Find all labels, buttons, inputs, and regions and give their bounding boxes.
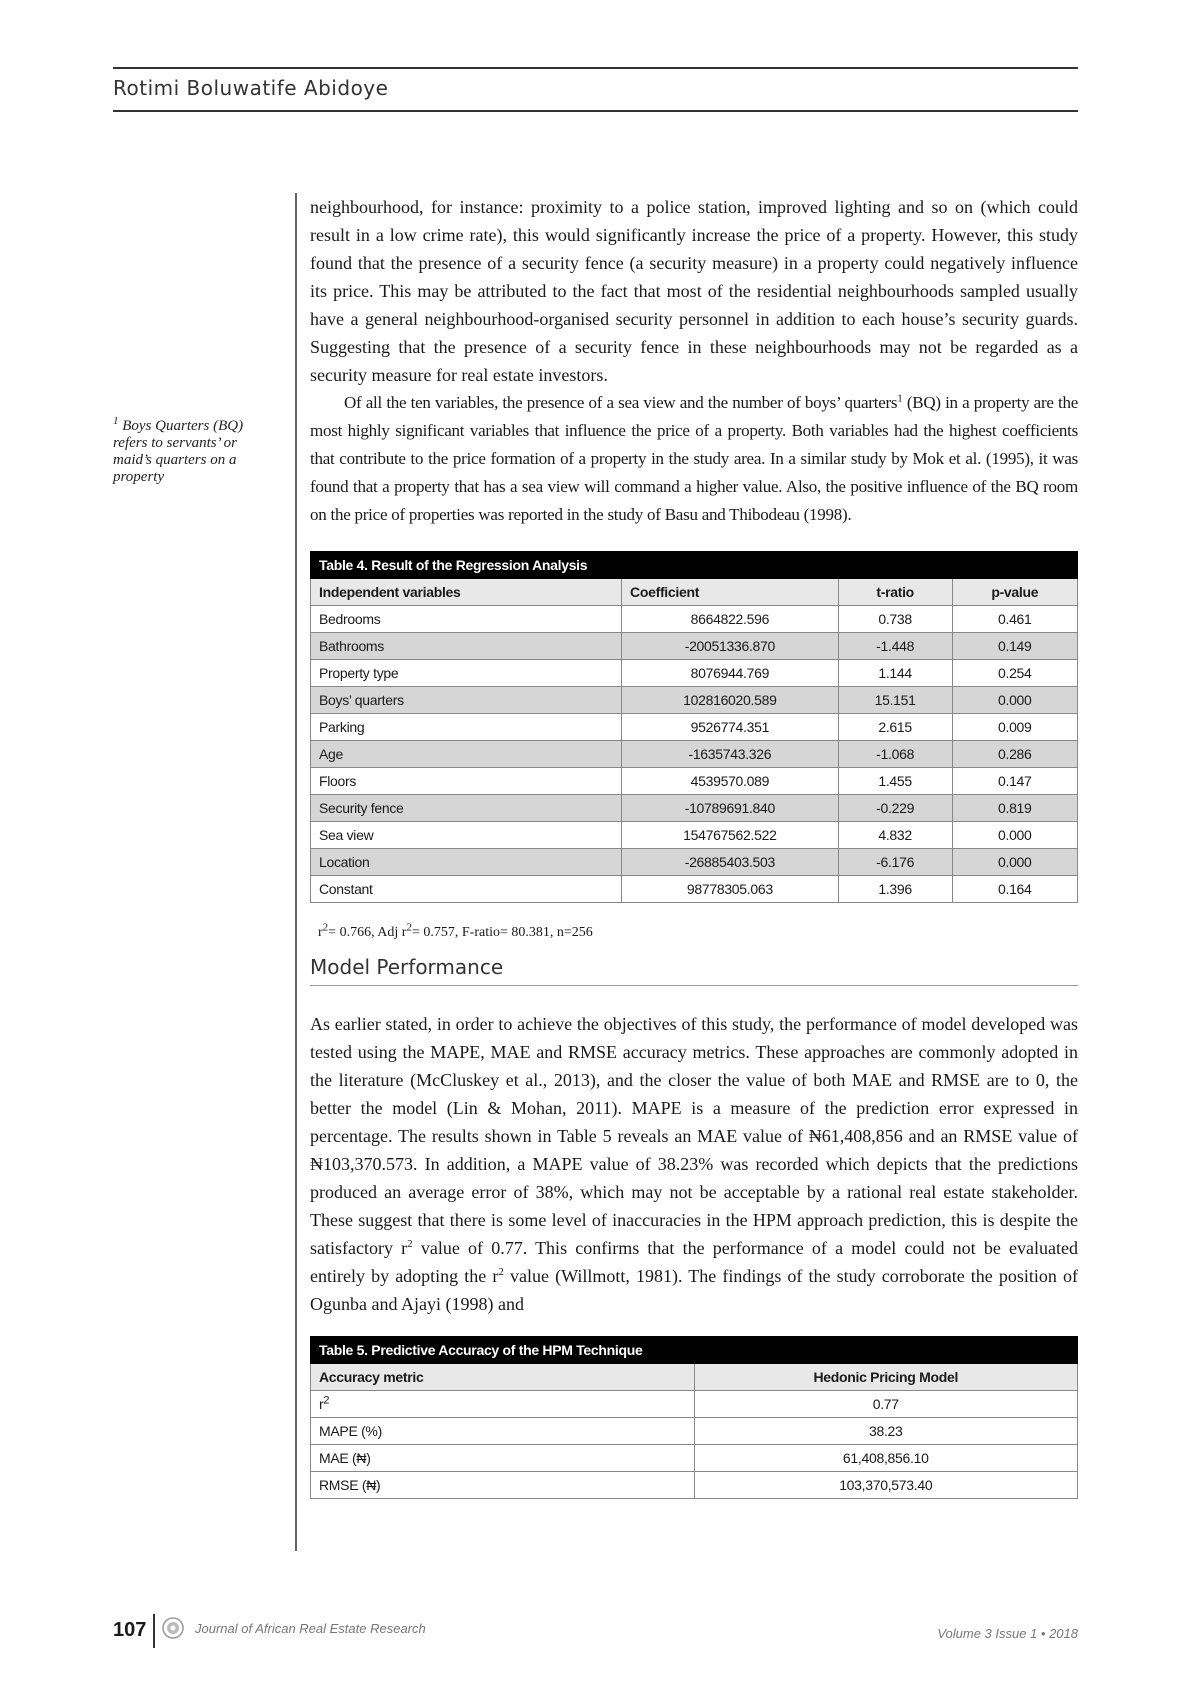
- table-cell: Location: [311, 849, 622, 876]
- table-row: [311, 1418, 1078, 1445]
- table-cell: Bathrooms: [311, 633, 622, 660]
- table-cell: 4539570.089: [622, 768, 839, 795]
- table-row: [311, 822, 1078, 849]
- table-cell: 0.461: [952, 606, 1077, 633]
- table-cell: Boys’ quarters: [311, 687, 622, 714]
- table-cell: -1.448: [838, 633, 952, 660]
- running-header-author: Rotimi Boluwatife Abidoye: [113, 76, 389, 100]
- table-cell: $r^2$: [311, 1391, 695, 1418]
- table5-header-cell: Accuracy metric: [311, 1364, 695, 1391]
- accuracy-table: [310, 1336, 1078, 1499]
- table-cell: -1.068: [838, 741, 952, 768]
- table-cell: 0.738: [838, 606, 952, 633]
- table-cell: 0.77: [694, 1391, 1078, 1418]
- table5-caption: Table 5. Predictive Accuracy of the HPM Technique: [311, 1337, 1078, 1364]
- table-row: [311, 849, 1078, 876]
- table-cell: 0.147: [952, 768, 1077, 795]
- table-cell: 0.254: [952, 660, 1077, 687]
- table-cell: MAE (₦): [311, 1445, 695, 1472]
- table-cell: 0.164: [952, 876, 1077, 903]
- paragraph-2: Of all the ten variables, the presence of a sea view and the number of boys’ quarters$^1$ (BQ) in a property are the most highly significant variables that influence the price of a property. Both variables had the highest coefficients that contribute to the price formation of a property in the study area. In a similar study by Mok et al. (1995), it was found that a property that has a sea view will command a higher value. Also, the positive influence of the BQ room on the price of properties was reported in the study of Basu and Thibodeau (1998).: [310, 392, 1078, 524]
- table-row: [311, 795, 1078, 822]
- table-row: [311, 1472, 1078, 1499]
- header-bottom-rule: [113, 110, 1078, 112]
- table-cell: 0.000: [952, 687, 1077, 714]
- table-row: [311, 633, 1078, 660]
- table-cell: 0.149: [952, 633, 1077, 660]
- table-cell: 0.000: [952, 822, 1077, 849]
- footer-divider: [153, 1614, 155, 1648]
- table5-header-row: [311, 1364, 1078, 1391]
- table-cell: 0.819: [952, 795, 1077, 822]
- journal-logo-icon: [162, 1617, 184, 1639]
- table-row: [311, 606, 1078, 633]
- table-cell: 102816020.589: [622, 687, 839, 714]
- paragraph-3: As earlier stated, in order to achieve the objectives of this study, the performance of model developed was tested using the MAPE, MAE and RMSE accuracy metrics. These approaches are commonly adopted in the literature (McCluskey et al., 2013), and the closer the value of both MAE and RMSE are to 0, the better the model (Lin & Mohan, 2011). MAPE is a measure of the prediction error expressed in percentage. The results shown in Table 5 reveals an MAE value of ₦61,408,856 and an RMSE value of ₦103,370.573. In addition, a MAPE value of 38.23% was recorded which depicts that the predictions produced an average error of 38%, which may not be acceptable by a rational real estate stakeholder. These suggest that there is some level of inaccuracies in the HPM approach prediction, this is despite the satisfactory $r^2$ value of 0.77. This confirms that the performance of a model could not be evaluated entirely by adopting the $r^2$ value (Willmott, 1981). The findings of the study corroborate the position of Ogunba and Ajayi (1998) and: [310, 1014, 1079, 1314]
- table-cell: -20051336.870: [622, 633, 839, 660]
- table-cell: 1.144: [838, 660, 952, 687]
- table-cell: Parking: [311, 714, 622, 741]
- table-cell: -6.176: [838, 849, 952, 876]
- table4-header-cell: t-ratio: [838, 579, 952, 606]
- sidenote: [113, 415, 273, 486]
- table-cell: 38.23: [694, 1418, 1078, 1445]
- page-number: 107: [113, 1619, 147, 1641]
- table-cell: 0.286: [952, 741, 1077, 768]
- table-cell: 2.615: [838, 714, 952, 741]
- table-row: [311, 1391, 1078, 1418]
- table-cell: -10789691.840: [622, 795, 839, 822]
- main-column: [310, 193, 1078, 1499]
- table4-header-cell: p-value: [952, 579, 1077, 606]
- table-cell: Bedrooms: [311, 606, 622, 633]
- table-cell: MAPE (%): [311, 1418, 695, 1445]
- table-row: [311, 687, 1078, 714]
- margin-divider: [295, 193, 297, 1551]
- footnote-ref: 1: [897, 392, 903, 405]
- table-cell: Constant: [311, 876, 622, 903]
- table-cell: 4.832: [838, 822, 952, 849]
- table-cell: 61,408,856.10: [694, 1445, 1078, 1472]
- regression-table: [310, 551, 1078, 903]
- table4-header-cell: Coefficient: [622, 579, 839, 606]
- table4-header-cell: Independent variables: [311, 579, 622, 606]
- table-cell: 15.151: [838, 687, 952, 714]
- table-cell: Age: [311, 741, 622, 768]
- table4-header-row: [311, 579, 1078, 606]
- paragraph-1: neighbourhood, for instance: proximity to a police station, improved lighting and so on (which could result in a low crime rate), this would significantly increase the price of a property. However, this study found that the presence of a security fence (a security measure) in a property could negatively influence its price. This may be attributed to the fact that most of the residential neighbourhoods sampled usually have a general neighbourhood-organised security personnel in addition to each house’s security guards. Suggesting that the presence of a security fence in these neighbourhoods may not be regarded as a security measure for real estate investors.: [310, 197, 1078, 385]
- table-cell: Sea view: [311, 822, 622, 849]
- table-cell: 1.455: [838, 768, 952, 795]
- table-cell: 103,370,573.40: [694, 1472, 1078, 1499]
- table-cell: Security fence: [311, 795, 622, 822]
- table-row: [311, 876, 1078, 903]
- regression-stats-note: $r^2= 0.766$, Adj $r^2= 0.757$, F-ratio= 80.381, n=256: [318, 921, 593, 940]
- table-row: [311, 1445, 1078, 1472]
- table-cell: Property type: [311, 660, 622, 687]
- table-cell: 154767562.522: [622, 822, 839, 849]
- section-heading: Model Performance: [310, 955, 1078, 986]
- table5-header-cell: Hedonic Pricing Model: [694, 1364, 1078, 1391]
- table-cell: 98778305.063: [622, 876, 839, 903]
- table-row: [311, 768, 1078, 795]
- table-cell: 8076944.769: [622, 660, 839, 687]
- table-cell: 1.396: [838, 876, 952, 903]
- table-row: [311, 714, 1078, 741]
- table-cell: 0.000: [952, 849, 1077, 876]
- table4-caption: Table 4. Result of the Regression Analysis: [311, 552, 1078, 579]
- table-cell: 8664822.596: [622, 606, 839, 633]
- sidenote-marker: 1: [113, 415, 119, 427]
- table-row: [311, 741, 1078, 768]
- journal-name: Journal of African Real Estate Research: [195, 1621, 426, 1636]
- table-cell: -1635743.326: [622, 741, 839, 768]
- sidenote-text: Boys Quarters (BQ) refers to servants’ or maid’s quarters on a property: [113, 418, 244, 485]
- table-row: [311, 660, 1078, 687]
- header-top-rule: [113, 67, 1078, 69]
- table-cell: -0.229: [838, 795, 952, 822]
- table-cell: RMSE (₦): [311, 1472, 695, 1499]
- table-cell: 0.009: [952, 714, 1077, 741]
- table-cell: Floors: [311, 768, 622, 795]
- table-cell: -26885403.503: [622, 849, 839, 876]
- volume-issue: Volume 3 Issue 1 • 2018: [937, 1626, 1078, 1641]
- table-cell: 9526774.351: [622, 714, 839, 741]
